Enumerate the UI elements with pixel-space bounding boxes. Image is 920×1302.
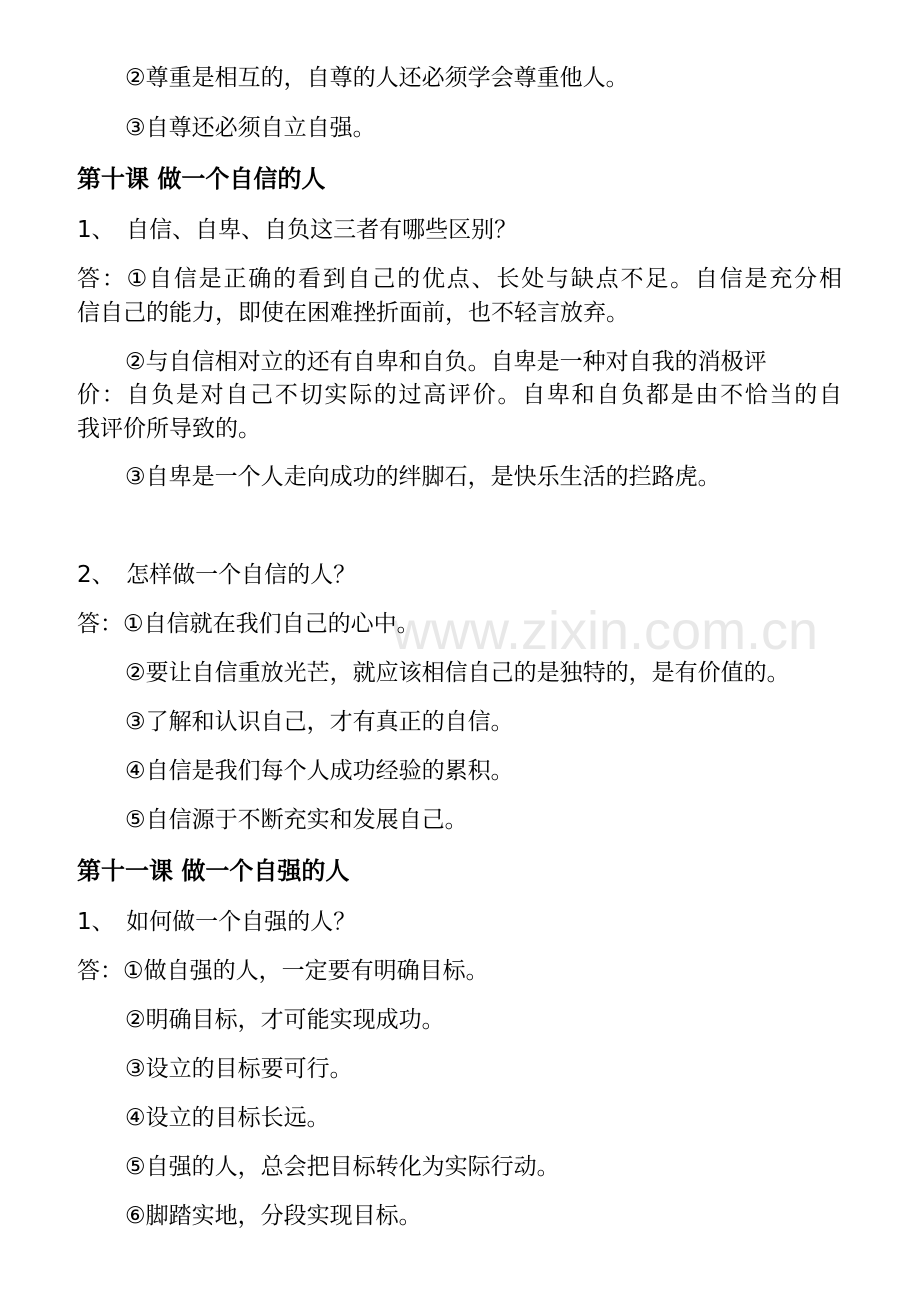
answer-line: 我评价所导致的。 [77,416,261,442]
answer-line: ②要让自信重放光芒，就应该相信自己的是独特的，是有价值的。 [125,660,790,686]
answer-line: 答：①自信是正确的看到自己的优点、长处与缺点不足。自信是充分相 [77,266,842,292]
answer-line: ⑥脚踏实地，分段实现目标。 [125,1203,422,1229]
answer-line: ⑤自信源于不断充实和发展自己。 [125,807,468,833]
answer-line: ②明确目标，才可能实现成功。 [125,1007,445,1033]
answer-line: ③自尊还必须自立自强。 [125,115,376,141]
answer-line: ③设立的目标要可行。 [125,1056,353,1082]
question-line: 1、 自信、自卑、自负这三者有哪些区别？ [77,217,518,243]
question-line: 1、 如何做一个自强的人？ [77,909,357,935]
answer-line: ⑤自强的人，总会把目标转化为实际行动。 [125,1154,560,1180]
lesson-heading: 第十课 做一个自信的人 [77,165,326,193]
answer-line: ③了解和认识自己，才有真正的自信。 [125,709,514,735]
answer-line: ②与自信相对立的还有自卑和自负。自卑是一种对自我的消极评 [125,349,767,375]
answer-line: ③自卑是一个人走向成功的绊脚石，是快乐生活的拦路虎。 [125,464,721,490]
answer-line: ②尊重是相互的，自尊的人还必须学会尊重他人。 [125,65,629,91]
answer-line: ④自信是我们每个人成功经验的累积。 [125,758,514,784]
answer-line: 答：①自信就在我们自己的心中。 [77,611,420,637]
question-line: 2、 怎样做一个自信的人？ [77,562,357,588]
answer-line: 价：自负是对自己不切实际的过高评价。自卑和自负都是由不恰当的自 [77,382,842,408]
answer-line: 答：①做自强的人，一定要有明确目标。 [77,958,489,984]
answer-line: ④设立的目标长远。 [125,1105,330,1131]
answer-line: 信自己的能力，即使在困难挫折面前，也不轻言放弃。 [77,300,629,326]
lesson-heading: 第十一课 做一个自强的人 [77,857,350,885]
watermark: www.zixin.com.cn [392,601,819,661]
